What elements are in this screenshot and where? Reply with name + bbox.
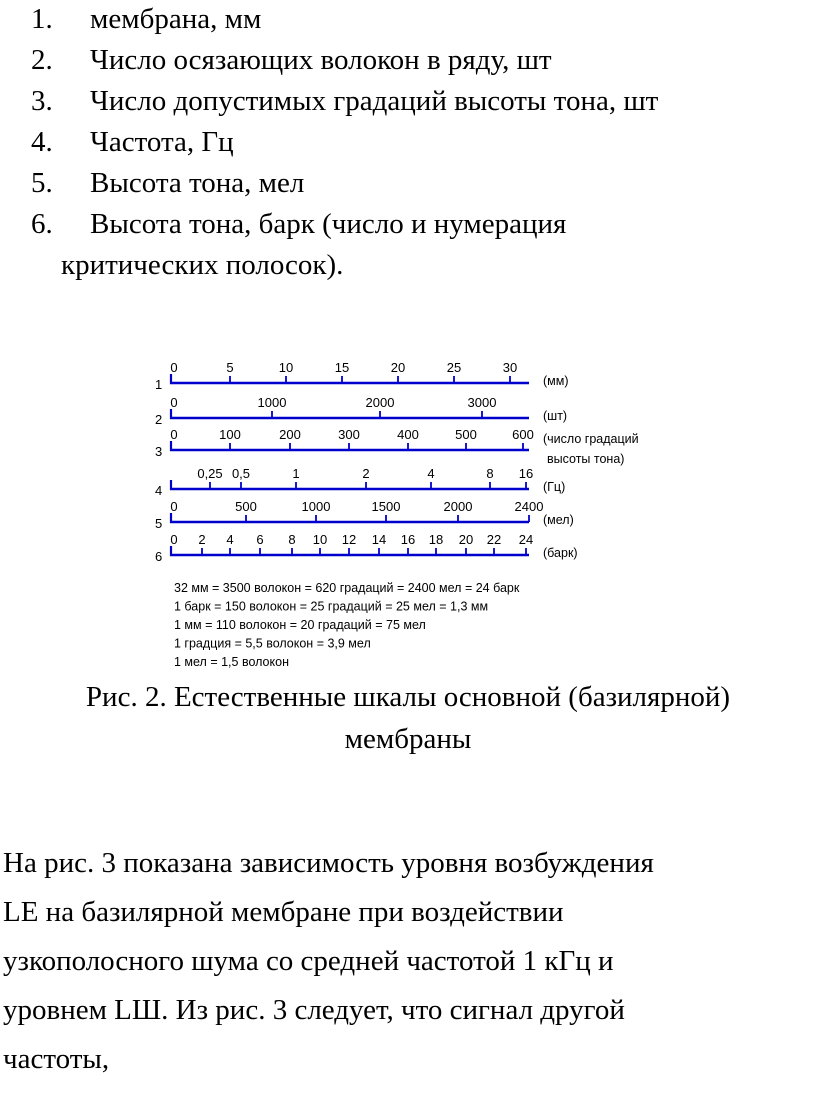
scale-index-label: 5 bbox=[155, 516, 163, 531]
paragraph-line-3: узкополосного шума со средней частотой 1 кГц и bbox=[3, 945, 614, 977]
scale-tick-label: 0,5 bbox=[231, 466, 251, 481]
list-number: 4. bbox=[31, 126, 53, 158]
scale-unit-label: (мм) bbox=[543, 374, 569, 388]
scale-tick-label: 500 bbox=[235, 499, 257, 514]
scale-unit-label: (шт) bbox=[543, 409, 568, 423]
list-text: мембрана, мм bbox=[90, 3, 262, 35]
scale-tick-label: 12 bbox=[341, 532, 357, 547]
scale-tick-label: 1 bbox=[292, 466, 300, 481]
scale-tick-label: 24 bbox=[518, 532, 534, 547]
scale-tick-label: 0,25 bbox=[197, 466, 223, 481]
scale-unit-label: (барк) bbox=[543, 546, 578, 560]
scale-unit-label: (число градаций bbox=[543, 432, 639, 446]
scale-tick-label: 16 bbox=[518, 466, 534, 481]
scale-index-label: 2 bbox=[155, 412, 163, 427]
scale-tick-label: 25 bbox=[446, 360, 462, 375]
scale-tick-label: 0 bbox=[170, 499, 178, 514]
equivalence-line: 1 мел = 1,5 волокон bbox=[174, 655, 289, 669]
scale-tick-label: 16 bbox=[400, 532, 416, 547]
scale-tick-label: 0 bbox=[170, 395, 178, 410]
scale-tick-label: 4 bbox=[427, 466, 435, 481]
scale-tick-label: 22 bbox=[486, 532, 502, 547]
paragraph-line-4: уровнем LШ. Из рис. 3 следует, что сигнал другой bbox=[3, 994, 625, 1026]
scale-tick-label: 20 bbox=[458, 532, 474, 547]
scale-tick-label: 1000 bbox=[257, 395, 287, 410]
scale-tick-label: 6 bbox=[256, 532, 264, 547]
scale-tick-label: 200 bbox=[279, 427, 301, 442]
scale-tick-label: 5 bbox=[226, 360, 234, 375]
paragraph-line-2: LE на базилярной мембране при воздействии bbox=[3, 896, 564, 928]
list-text: Частота, Гц bbox=[90, 126, 234, 158]
scale-unit-label: (мел) bbox=[543, 513, 574, 527]
list-number: 1. bbox=[31, 3, 53, 35]
equivalence-line: 1 мм = 110 волокон = 20 градаций = 75 мел bbox=[174, 618, 426, 632]
list-number: 2. bbox=[31, 44, 53, 76]
scale-tick-label: 30 bbox=[502, 360, 518, 375]
scale-index-label: 1 bbox=[155, 377, 163, 392]
figure-caption-line-2: мембраны bbox=[344, 723, 472, 755]
list-text: Высота тона, мел bbox=[90, 167, 305, 199]
paragraph-line-5: частоты, bbox=[3, 1043, 110, 1075]
scale-tick-label: 10 bbox=[278, 360, 294, 375]
list-text: Число допустимых градаций высоты тона, шт bbox=[90, 85, 659, 117]
scale-tick-label: 2 bbox=[198, 532, 206, 547]
equivalence-line: 32 мм = 3500 волокон = 620 градаций = 2400 мел = 24 барк bbox=[174, 581, 520, 595]
scale-tick-label: 600 bbox=[512, 427, 534, 442]
figure-caption-line-1: Рис. 2. Естественные шкалы основной (базилярной) bbox=[85, 681, 731, 713]
scale-tick-label: 0 bbox=[170, 427, 178, 442]
scale-tick-label: 14 bbox=[371, 532, 387, 547]
scale-tick-label: 8 bbox=[486, 466, 494, 481]
scale-tick-label: 500 bbox=[455, 427, 477, 442]
scale-tick-label: 1500 bbox=[371, 499, 401, 514]
list-number: 5. bbox=[31, 167, 53, 199]
scale-tick-label: 20 bbox=[390, 360, 406, 375]
scale-tick-label: 2000 bbox=[443, 499, 473, 514]
scale-tick-label: 300 bbox=[338, 427, 360, 442]
scale-tick-label: 100 bbox=[219, 427, 241, 442]
list-item-continuation: критических полосок). bbox=[61, 249, 344, 281]
scale-tick-label: 18 bbox=[428, 532, 444, 547]
scale-index-label: 3 bbox=[155, 444, 163, 459]
scale-tick-label: 2000 bbox=[365, 395, 395, 410]
scale-tick-label: 10 bbox=[312, 532, 328, 547]
list-text: Число осязающих волокон в ряду, шт bbox=[90, 44, 552, 76]
scale-tick-label: 4 bbox=[226, 532, 234, 547]
scale-tick-label: 2400 bbox=[514, 499, 544, 514]
scale-tick-label: 2 bbox=[362, 466, 370, 481]
scale-tick-label: 1000 bbox=[301, 499, 331, 514]
equivalence-line: 1 градция = 5,5 волокон = 3,9 мел bbox=[174, 636, 371, 651]
scale-index-label: 6 bbox=[155, 549, 163, 564]
scale-unit-label-line2: высоты тона) bbox=[547, 452, 625, 466]
scale-tick-label: 3000 bbox=[467, 395, 497, 410]
scale-unit-label: (Гц) bbox=[543, 480, 566, 494]
list-number: 3. bbox=[31, 85, 53, 117]
equivalence-line: 1 барк = 150 волокон = 25 градаций = 25 мел = 1,3 мм bbox=[174, 599, 489, 614]
list-number: 6. bbox=[31, 208, 53, 240]
scale-tick-label: 400 bbox=[397, 427, 419, 442]
scale-index-label: 4 bbox=[155, 483, 163, 498]
scale-tick-label: 8 bbox=[288, 532, 296, 547]
scale-tick-label: 0 bbox=[170, 532, 178, 547]
paragraph-line-1: На рис. 3 показана зависимость уровня возбуждения bbox=[3, 847, 654, 879]
scale-tick-label: 0 bbox=[170, 360, 178, 375]
scale-tick-label: 15 bbox=[334, 360, 350, 375]
list-text: Высота тона, барк (число и нумерация bbox=[90, 208, 567, 240]
